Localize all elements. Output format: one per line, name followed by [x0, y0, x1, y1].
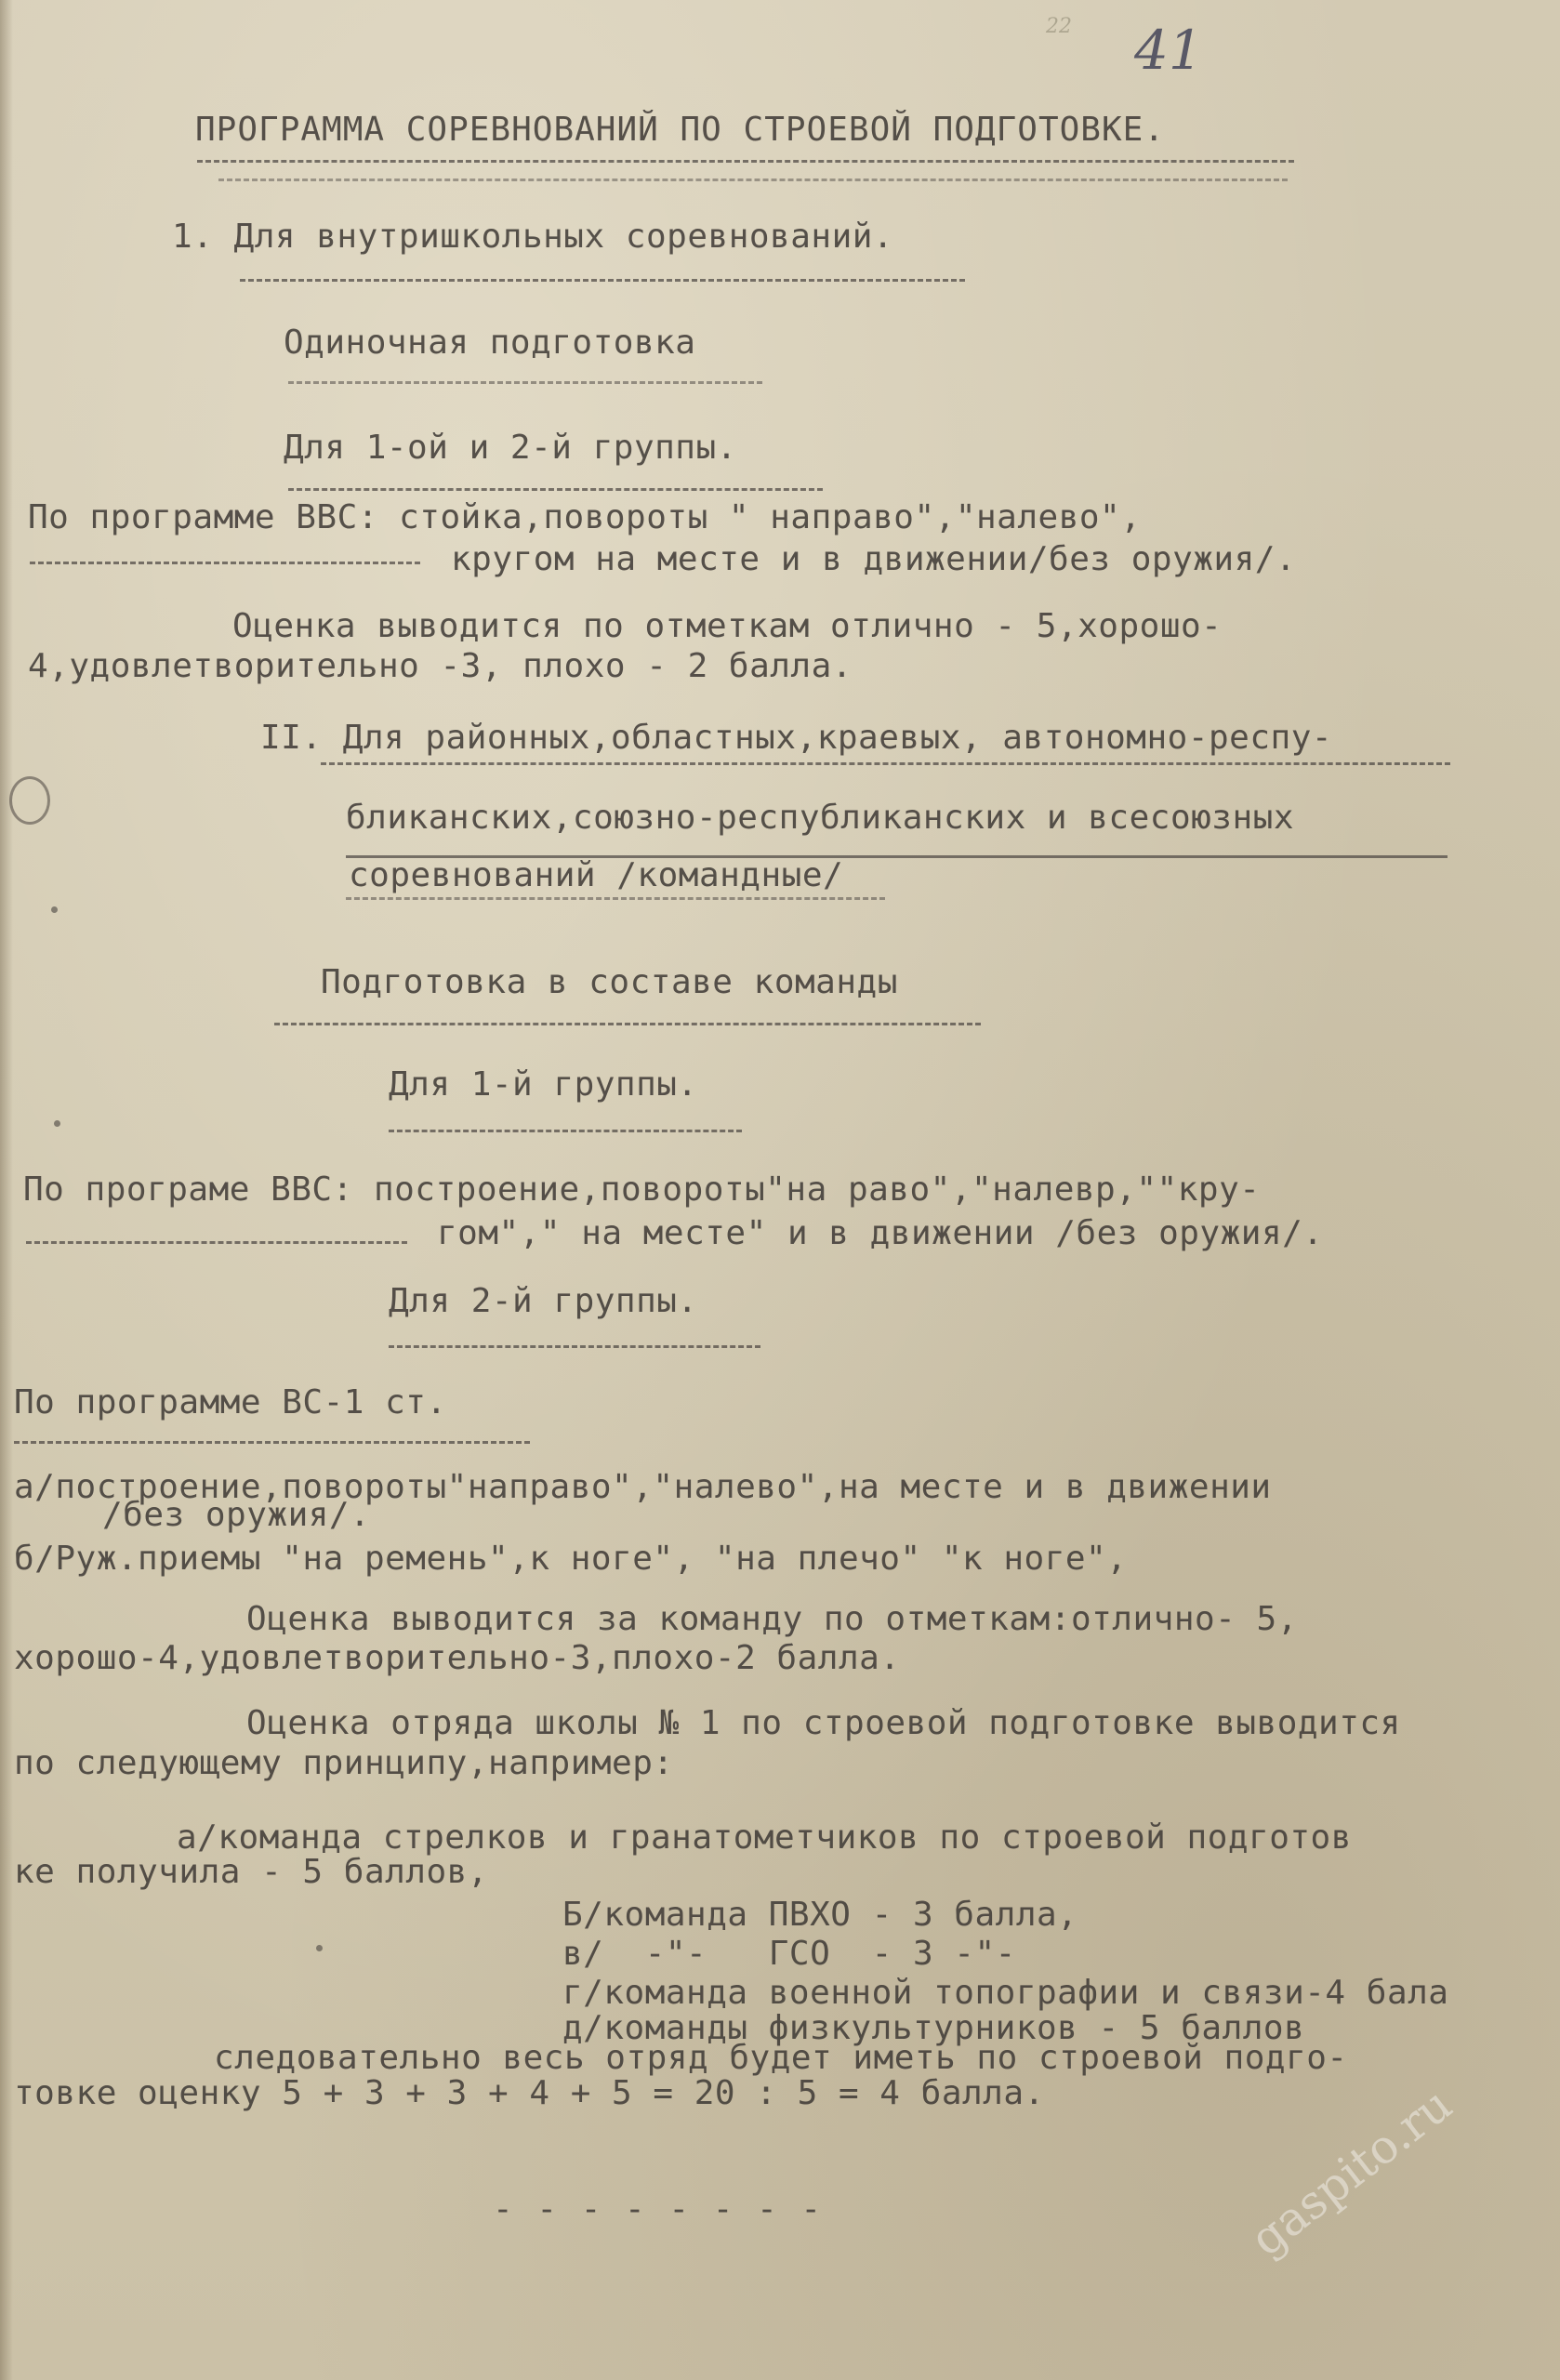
- section1-heading: 1. Для внутришкольных соревнований.: [172, 218, 894, 256]
- example-a-line2: ке получила - 5 баллов,: [14, 1853, 488, 1891]
- watermark: gaspito.ru: [1240, 2077, 1462, 2267]
- example-b: Б/команда ПВХО - 3 балла,: [562, 1896, 1078, 1934]
- section2-subheading-underline: [274, 1023, 981, 1025]
- example-g: г/команда военной топографии и связи-4 бала: [562, 1974, 1449, 2012]
- section1-heading-underline: [240, 279, 965, 282]
- group2-heading: Для 2-й группы.: [389, 1282, 698, 1320]
- speck: [51, 906, 58, 913]
- conclusion-line2: товке оценку 5 + 3 + 3 + 4 + 5 = 20 : 5 = 4 балла.: [14, 2074, 1045, 2112]
- page-edge-shadow: [0, 0, 13, 2380]
- section1-grading-line1: Оценка выводится по отметкам отлично - 5,хорошо-: [232, 607, 1223, 645]
- team-grading-line2: хорошо-4,удовлетворительно-3,плохо-2 балла.: [14, 1639, 901, 1677]
- section1-subheading: Одиночная подготовка: [284, 324, 696, 362]
- example-d: д/команды физкультурников - 5 баллов: [562, 2009, 1305, 2047]
- team-grading-line1: Оценка выводится за команду по отметкам:отлично- 5,: [246, 1600, 1298, 1638]
- group1-program-line2: гом"," на месте" и в движении /без оружия/.: [437, 1214, 1324, 1252]
- item-b: б/Руж.приемы "на ремень",к ноге", "на плечо" "к ноге",: [14, 1540, 1128, 1578]
- group1-program-line1: По програме ВВС: построение,повороты"на раво","налевр,""кру-: [23, 1170, 1261, 1209]
- example-a-line1: а/команда стрелков и гранатометчиков по строевой подготов: [177, 1818, 1352, 1857]
- group2-program: По программе ВС-1 ст.: [14, 1383, 447, 1421]
- section1-group-underline: [288, 488, 823, 491]
- item-a-line1: а/построение,повороты"направо","налево",на месте и в движении: [14, 1468, 1272, 1506]
- program-underline: [30, 562, 420, 564]
- punch-hole-mark: [9, 776, 50, 825]
- squad-grading-line2: по следующему принципу,например:: [14, 1744, 674, 1782]
- group2-heading-underline: [389, 1345, 760, 1348]
- group2-program-underline: [14, 1441, 530, 1444]
- section1-group-heading: Для 1-ой и 2-й группы.: [284, 429, 737, 467]
- group1-program-underline: [26, 1241, 407, 1244]
- section2-heading-line3: соревнований /командные/: [349, 856, 844, 894]
- title-underline: [197, 160, 1294, 163]
- speck: [54, 1120, 60, 1127]
- section2-heading-line2: бликанских,союзно-республиканских и всесоюзных: [346, 799, 1294, 837]
- section2-heading-underline1: [321, 762, 1450, 765]
- group1-heading-underline: [389, 1130, 742, 1132]
- group1-heading: Для 1-й группы.: [389, 1065, 698, 1104]
- title-underline-2: [218, 178, 1288, 181]
- archive-mark-faint: 22: [1046, 15, 1072, 38]
- squad-grading-line1: Оценка отряда школы № 1 по строевой подготовке выводится: [246, 1704, 1401, 1742]
- document-title: ПРОГРАММА СОРЕВНОВАНИЙ ПО СТРОЕВОЙ ПОДГОТОВКЕ.: [195, 111, 1165, 149]
- section2-heading-line1: II. Для районных,областных,краевых, автономно-респу-: [260, 719, 1333, 757]
- example-v: в/ -"- ГСО - 3 -"-: [562, 1935, 1016, 1973]
- archive-page-number: 41: [1134, 19, 1203, 82]
- section1-subheading-underline: [288, 381, 762, 384]
- section2-subheading: Подготовка в составе команды: [321, 963, 898, 1001]
- section1-program-line1: По программе ВВС: стойка,повороты " направо","налево",: [28, 498, 1142, 536]
- section2-heading-underline3: [346, 897, 885, 900]
- conclusion-line1: следовательно весь отряд будет иметь по строевой подго-: [214, 2039, 1348, 2077]
- section1-program-line2: кругом на месте и в движении/без оружия/.: [451, 540, 1297, 578]
- section1-grading-line2: 4,удовлетворительно -3, плохо - 2 балла.: [28, 647, 853, 685]
- speck: [316, 1945, 323, 1951]
- item-a-line2: /без оружия/.: [102, 1496, 371, 1534]
- end-mark: - - - - - - - -: [493, 2190, 824, 2228]
